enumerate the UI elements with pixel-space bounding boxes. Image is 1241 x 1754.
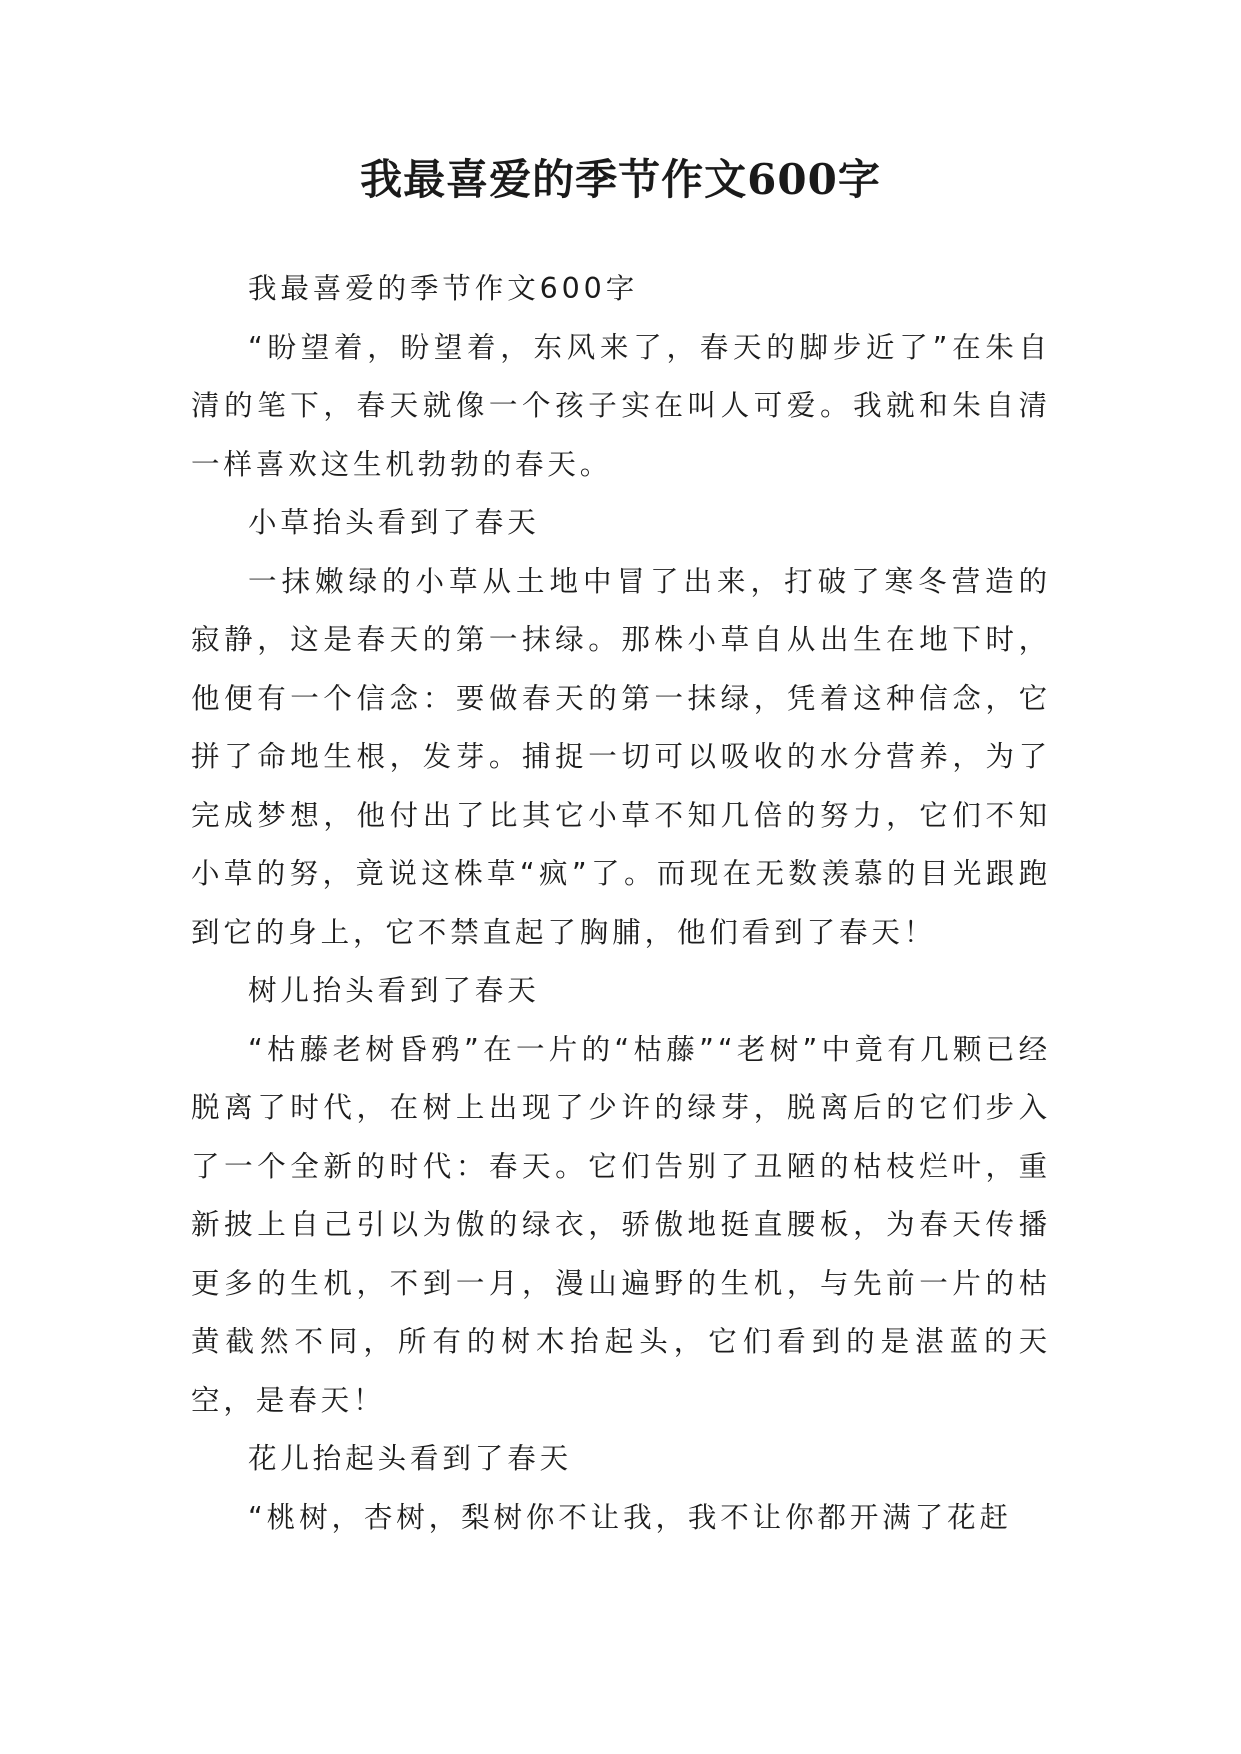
- document-body: [191, 260, 1051, 1547]
- subtitle-paragraph: 我最喜爱的季节作文600字: [248, 272, 639, 305]
- section-heading-trees: 树儿抬头看到了春天: [248, 974, 540, 1007]
- grass-paragraph: 一抹嫩绿的小草从土地中冒了出来，打破了寒冬营造的寂静，这是春天的第一抹绿。那株小草自从出生在地下时，他便有一个信念：要做春天的第一抹绿，凭着这种信念，它拼了命地生根，发芽。捕捉一切可以吸收的水分营养，为了完成梦想，他付出了比其它小草不知几倍的努力，它们不知小草的努，竟说这株草“疯”了。而现在无数羡慕的目光跟跑到它的身上，它不禁直起了胸脯，他们看到了春天！: [191, 564, 1051, 949]
- trees-paragraph: “枯藤老树昏鸦”在一片的“枯藤”“老树”中竟有几颗已经脱离了时代，在树上出现了少许的绿芽，脱离后的它们步入了一个全新的时代：春天。它们告别了丑陋的枯枝烂叶，重新披上自己引以为傲的绿衣，骄傲地挺直腰板，为春天传播更多的生机，不到一月，漫山遍野的生机，与先前一片的枯黄截然不同，所有的树木抬起头，它们看到的是湛蓝的天空，是春天！: [191, 1032, 1051, 1417]
- section-heading-flowers: 花儿抬起头看到了春天: [248, 1442, 573, 1475]
- flowers-paragraph: “桃树，杏树，梨树你不让我，我不让你都开满了花赶: [248, 1500, 1012, 1534]
- section-heading-grass: 小草抬头看到了春天: [248, 506, 540, 539]
- document-title: 我最喜爱的季节作文600字: [360, 155, 881, 204]
- intro-paragraph: “盼望着，盼望着，东风来了，春天的脚步近了”在朱自清的笔下，春天就像一个孩子实在叫人可爱。我就和朱自清一样喜欢这生机勃勃的春天。: [191, 330, 1051, 481]
